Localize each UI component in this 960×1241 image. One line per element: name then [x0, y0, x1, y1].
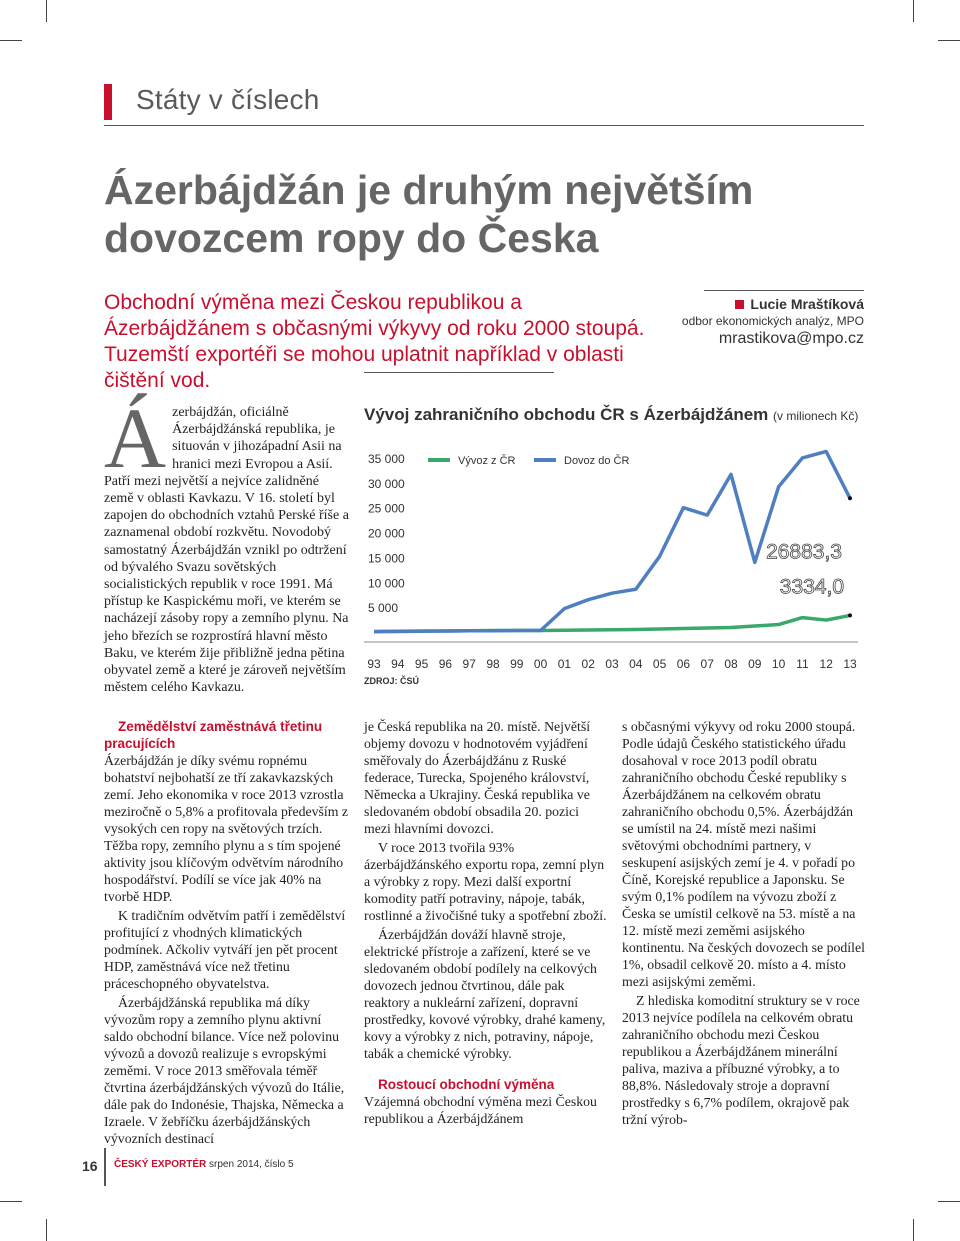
y-tick-label: 25 000 [368, 501, 405, 516]
trade-chart [358, 372, 878, 692]
section-title: Státy v číslech [136, 84, 320, 115]
issue-info: srpen 2014, číslo 5 [209, 1159, 294, 1170]
y-tick-label: 5 000 [368, 601, 399, 616]
chart-title-text: Vývoj zahraničního obchodu ČR s Ázerbájdžánem [364, 405, 769, 424]
x-tick-label: 00 [533, 657, 548, 671]
magazine-name: ČESKÝ EXPORTÉR [114, 1159, 207, 1170]
x-tick-label: 11 [796, 657, 809, 671]
chart-plot [358, 372, 878, 692]
y-tick-label: 15 000 [368, 551, 405, 566]
section-marker [104, 84, 112, 120]
x-tick-label: 10 [771, 657, 786, 671]
crop-mark [46, 0, 47, 22]
paragraph: Vzájemná obchodní výměna mezi Českou republikou a Ázerbájdžánem [364, 1094, 597, 1126]
crop-mark [0, 40, 22, 41]
crop-mark [46, 1219, 47, 1241]
paragraph: s občasnými výkyvy od roku 2000 stoupá. Podle údajů Českého statistického úřadu dosahoval v roce 2013 podíl obratu zahraničního obchodu České republiky s Ázerbájdžánem na celkovém obratu zahraničního obchodu 0,5%. Ázerbájdžán se umístil na 24. místě mezi našimi světovými obchodními partnery, v seskupení asijských zemí je 4. v pořadí po Číně, Korejské republice a Japonsku. Se svým 0,1% podílem na vývozu zboží z Česka se umístil celkově na 53. místě a na 12. místě mezi zeměmi asijského kontinentu. Na českých dovozech se podílel 1%, obsadil celkově 20. místo a 4. místo mezi asijskými zeměmi. [622, 719, 865, 989]
x-tick-label: 97 [462, 657, 476, 671]
intro-text: zerbájdžán, oficiálně Ázerbájdžánská republika, je situován v jihozápadní Asii na hranici mezi Evropou a Asií. Patří mezi největší a nejvíce zalidněné země v oblasti Kavkazu. V 16. století byl zapojen do obchodních vztahů Perské říše a zaznamenal období rozkvětu. Novodobý samostatný Ázerbájdžán vznikl po odtržení od bývalého Svazu sovětských socialistických republik v roce 1991. Má přístup ke Kaspickému moři, ve kterém se nacházejí zásoby ropy a zemního plynu. Na jeho březích se rozprostírá hlavní město Baku, ve kterém žije přibližně jedna pětina obyvatel země a které je zároveň největším městem celého Kavkazu. [104, 405, 349, 696]
x-tick-label: 93 [367, 657, 381, 671]
author-department: odbor ekonomických analýz, MPO [681, 314, 864, 328]
x-tick-label: 05 [652, 657, 667, 671]
crop-mark [913, 1219, 914, 1241]
author-rule [704, 290, 864, 291]
publication-info [114, 1159, 294, 1170]
paragraph: K tradičním odvětvím patří i zemědělství profitující z vhodných klimatických podmínek. Ačkoliv vytváří jen pět procent HDP, zaměstnává více než třetinu práceschopného obyvatelstva. [104, 908, 346, 991]
crop-mark [0, 1201, 22, 1202]
x-tick-label: 01 [557, 657, 572, 671]
x-tick-label: 12 [819, 657, 833, 671]
crop-mark [938, 1201, 960, 1202]
subheading: Zemědělství zaměstnává třetinu pracujících [104, 719, 323, 751]
header-rule [104, 125, 864, 126]
author-box [682, 296, 864, 348]
lead-paragraph: Obchodní výměna mezi Českou republikou a Ázerbájdžánem s občasnými výkyvy od roku 2000 stoupá. Tuzemští exportéři se mohou uplatnit například v oblasti čištění vod. [104, 291, 645, 392]
subheading: Rostoucí obchodní výměna [378, 1077, 555, 1092]
x-tick-label: 94 [391, 657, 405, 671]
y-tick-label: 30 000 [368, 476, 405, 491]
value-annotation: 26883,3 [766, 540, 842, 564]
paragraph: Ázerbájdžán je díky svému ropnému bohatství nejbohatší ze tří zakavkazských zemí. Jeho ekonomika v roce 2013 vzrostla meziročně o 5,8% a profitovala především z vysokých cen ropy na světových trzích. Těžba ropy, zemního plynu a s tím spojené aktivity jsou klíčovým odvětvím národního hospodářství. Podílí se více jak 40% na tvorbě HDP. [104, 753, 349, 904]
footer-rule [104, 1148, 106, 1186]
y-tick-label: 35 000 [368, 451, 405, 466]
text-column-2 [364, 718, 609, 1129]
intro-paragraph [104, 390, 349, 696]
x-tick-label: 13 [843, 657, 857, 671]
author-name-text: Lucie Mraštíková [750, 296, 864, 312]
y-tick-label: 20 000 [368, 526, 405, 541]
crop-mark [913, 0, 914, 22]
x-tick-label: 04 [629, 657, 643, 671]
x-tick-label: 06 [676, 657, 691, 671]
x-tick-label: 08 [724, 657, 738, 671]
paragraph: Ázerbájdžánská republika má díky vývozům ropy a zemního plynu aktivní saldo obchodní bilance. Více než polovinu vývozů a dovozů realizuje s evropskými zeměmi. V roce 2013 směřovala téměř čtvrtina ázerbájdžánských vývozů do Itálie, dále pak do Indonésie, Thajska, Německa a Izraele. V žebříčku ázerbájdžánských vývozních destinací [104, 995, 345, 1146]
paragraph: V roce 2013 tvořila 93% ázerbájdžánského exportu ropa, zemní plyn a výrobky z ropy. Mezi další exportní komodity patří potraviny, nápoje, tabák, rostlinné a živočišné tuky a spotřební zboží. [364, 840, 607, 923]
paragraph: Z hlediska komoditní struktury se v roce 2013 nejvíce podílela na celkovém obratu zahraničního obchodu mezi Českou republikou a Ázerbájdžánem minerální paliva, maziva a příbuzné výrobky, a to 88,8%. Následovaly stroje a dopravní prostředky s 6,7% podílem, okrajově pak tržní výrob- [622, 993, 860, 1127]
legend-label: Vývoz z ČR [458, 455, 516, 467]
x-tick-label: 09 [748, 657, 762, 671]
page-number: 16 [82, 1158, 98, 1174]
x-tick-label: 98 [486, 657, 500, 671]
paragraph: Ázerbájdžán dováží hlavně stroje, elektrické přístroje a zařízení, které se ve sledovaném období podílely na celkových dovozech jednou čtvrtinou, dále pak reaktory a nukleární zařízení, dopravní prostředky, kovové výrobky, drahé kameny, kovy a výrobky z nich, potraviny, nápoje, tabák a chemické výrobky. [364, 927, 606, 1061]
square-bullet-icon [735, 300, 744, 309]
author-name [682, 296, 864, 312]
value-annotation: 3334,0 [779, 575, 844, 599]
series-end-point [848, 613, 852, 617]
series-end-point [848, 496, 852, 500]
x-tick-label: 07 [700, 657, 714, 671]
chart-subtitle: (v milionech Kč) [773, 409, 859, 423]
x-tick-label: 96 [438, 657, 453, 671]
x-tick-label: 95 [414, 657, 429, 671]
headline: Ázerbájdžán je druhým největším dovozcem ropy do Česka [104, 167, 754, 261]
drop-cap: Á [104, 390, 167, 486]
crop-mark [938, 40, 960, 41]
x-tick-label: 03 [605, 657, 619, 671]
x-tick-label: 02 [581, 657, 595, 671]
chart-source: ZDROJ: ČSÚ [364, 676, 420, 686]
y-tick-label: 10 000 [368, 576, 405, 591]
paragraph: je Česká republika na 20. místě. Největší objemy dovozu v hodnotovém vyjádření směřovaly do Ázerbájdžánu z Ruské federace, Turecka, Spojeného království, Německa a Ukrajiny. Česká republika ve sledovaném období obsadila 20. pozici mezi hlavními dovozci. [364, 719, 591, 836]
text-column-1 [104, 718, 349, 1149]
author-email[interactable]: mrastikova@mpo.cz [718, 330, 864, 347]
x-tick-label: 99 [510, 657, 524, 671]
legend-label: Dovoz do ČR [564, 455, 630, 467]
text-column-3 [622, 718, 867, 1130]
